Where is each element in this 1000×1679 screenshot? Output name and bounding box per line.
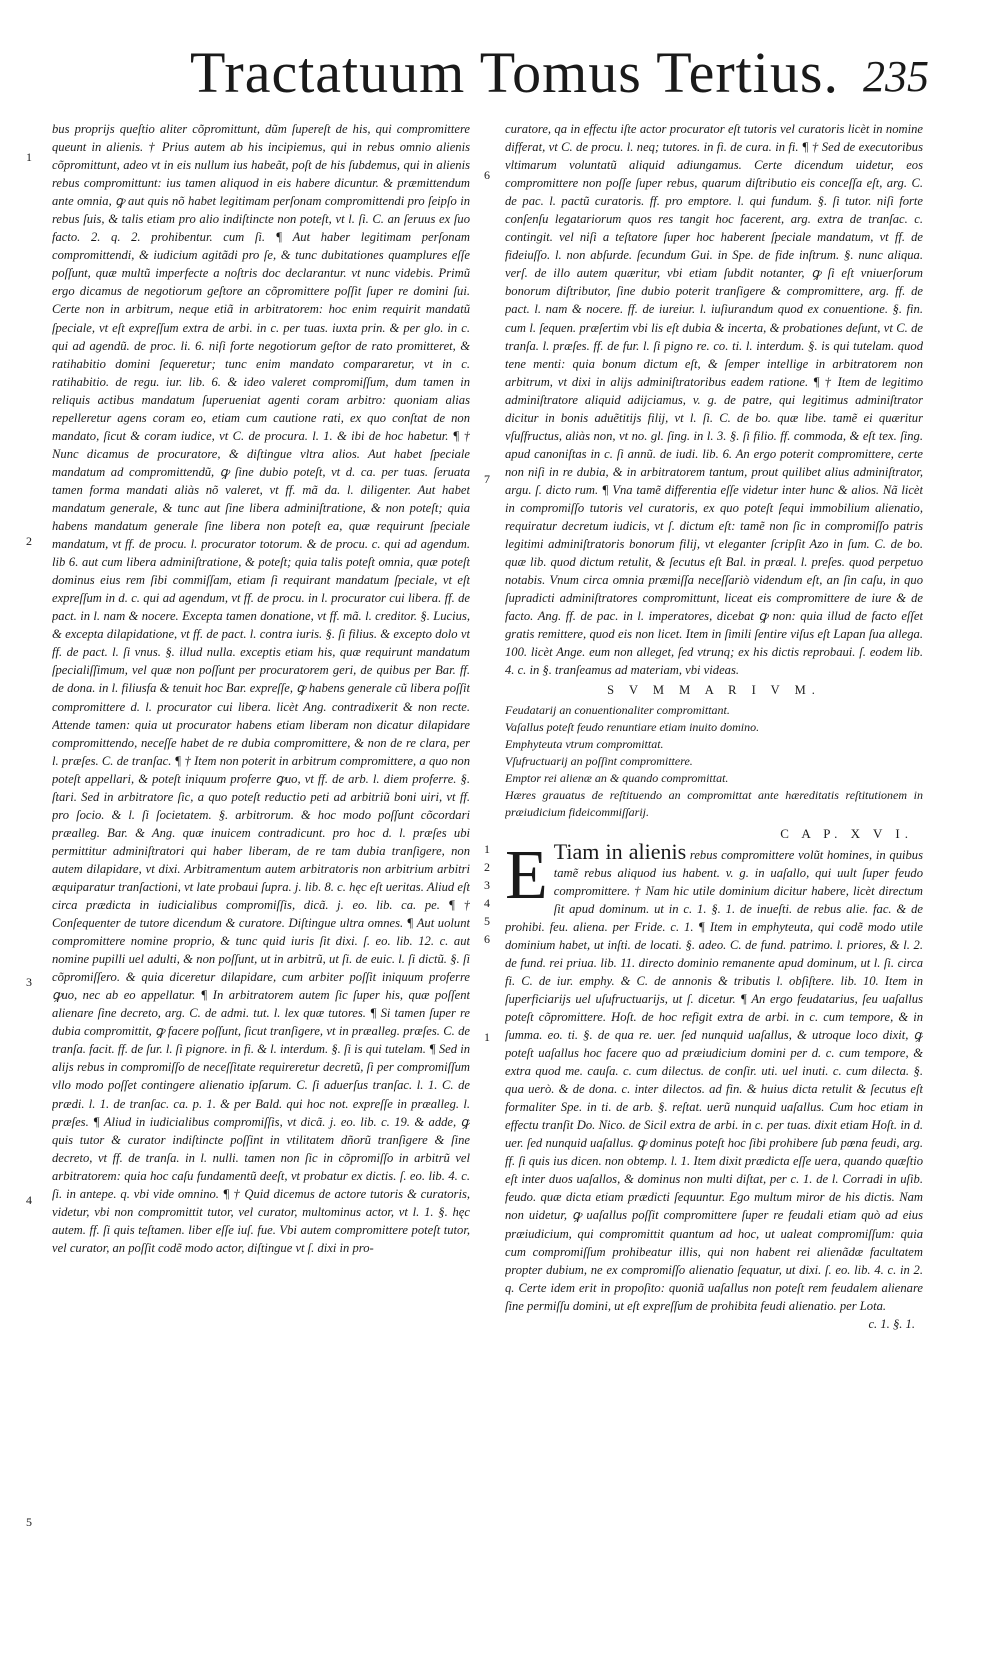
summary-item: Hæres grauatus de reſtituendo an compromittat ante hæreditatis reſtitutionem in præiudicium fideicommiſſarij. [505,787,923,819]
summary-item: Emptor rei alienæ an & quando compromittat. [505,770,729,785]
margin-number: 5 [484,914,490,928]
margin-number: 4 [484,896,490,910]
margin-number: 3 [26,975,32,989]
summary-item: Vſufructuarij an poſſint compromittere. [505,753,693,768]
margin-number: 6 [484,932,490,946]
drop-cap-initial: E [505,836,548,914]
right-text-column [505,120,923,1650]
right-column-text: curatore, qa in effectu iſte actor procurator eſt tutoris vel curatoris licèt in nomine differat, vt C. de procu. l. neq; tutores. in fi. de cura. in fi. ¶ † Sed de executoribus vltimarum voluntatũ aliquid adiungamus. Certe dicendum uidetur, eos compromittere non poſſe ſuper rebus, quarum diſtributio eis conceſſa eſt, arg. C. de pac. l. pactũ curatoris. ff. pro emptore. l. qui fundum. §. ſi tutor. niſi forte conſenſu legatariorum quos res tangit hoc facerent, arg. extra de tranſac. c. contingit. vel niſi a teſtatore ſuper hoc haberent ſpeciale mandatum, vt ff. de fideiuſſo. l. non abſurde. ſecundum Gui. in Spe. de fide inſtrum. §. nunc aliqua. verſ. de illo autem quæritur, vbi etiam ſubdit notanter, ꝙ ſi eſt vniuerſorum bonorum diſtributor, ſine dubio poterit tranſigere & compromittere, arg. ff. de pact. l. nam & nocere. ff. de iureiur. l. iuſiurandum quod ex conuentione. §. fin. cum l. ſequen. præſertim vbi lis eſt dubia & incerta, & probationes deſunt, vt C. de tranſa. l. præſes. ff. de fur. l. ſi pigno re. co. ti. l. interdum. §. is qui tutelam. quod tene menti: quia bonum dictum eſt, & ſemper intellige in arbitratorem non arbitrum, vt dixi in alijs adminiſtratoribus eadem ratione. ¶ † Item de legitimo adminiſtratore aliquid adijciamus, v. g. de patre, qui legitimus adminiſtrator dicitur in bonis aduẽtitijs filij, vt l. ſi. C. de bo. quæ libe. tamẽ ei quæritur vſuſfructus, aliàs non, vt no. gl. ſing. in l. 3. §. ſi filio. ff. commoda, & eſt tex. ſing. apud canoniſtas in c. ſi annũ. de iudi. lib. 6. An ergo poterit compromittere, certe non niſi in re dubia, & in arbitratorem tantum, prout quilibet alius adminiſtrator, argu. ſ. dicto rum. ¶ Vna tamẽ differentia eſſe videtur inter hunc & alios. Nã licèt in compromiſſo tutoris vel curatoris, ex quo poteſt ſequi immobilium alienatio, requiratur decretum iudicis, vt ſ. dictum eſt: tamẽ non ſic in compromiſſo patris legitimi adminiſtratoris bonorum filij, vt eleganter ſcripſit Azo in ſum. C. de bo. quæ lib. quod dictum retulit, & ſecutus eſt Bal. in præal. l. preſes. quod perpetuo notabis. Vnum circa omnia præmiſſa neceſſariò videndum eſt, an ſin caſu, in quo ſupradicti adminiſtratores compromittunt, liceat eis compromittere de iure & de facto. Ang. ff. de pac. in l. imperatores, dicebat ꝙ non: quia illud de facto eſſet gratis remittere, quod eis non licet. Item in ſimili ſentire viſus eſt Lapan ſua allega. 100. licèt Ange. eum non alleget, ſed vtrunq; ex his dictis reprobaui. ſ. eodem lib. 4. c. in §. tranſeamus ad materiam, vbi videas. [505,122,923,678]
margin-number: 2 [26,534,32,548]
summary-item: Feudatarij an conuentionaliter compromittant. [505,702,730,717]
margin-number: 3 [484,878,490,892]
margin-number: 6 [484,168,490,182]
margin-number: 1 [484,842,490,856]
margin-number: 2 [484,860,490,874]
chapter-text: rebus compromittere volũt homines, in quibus tamẽ rebus aliquod ius habent. v. g. in uaſallo, qui uult ſuper feudo compromittere. † Nam hic utile dominium dicitur habere, licèt directum ſit apud dominum. ut in c. 1. §. 1. de inueſti. de rebus alie. fac. & de prohibi. feu. aliena. per Fride. c. 1. ¶ Item in emphyteuta, qui codẽ modo utile dominium habet, ut inſti. de locati. §. adeo. C. de fund. patrimo. l. priores, & l. 2. de fund. rei priua. lib. 11. directo dominio remanente apud dominum, ut l. ſi. circa fi. C. de iur. emphy. & C. de annonis & tributis l. obſiſtere. lib. 10. Item in ſuperficiarijs uel uſufructuarijs, ut ſ. dicetur. ¶ An ergo feudatarius, ſeu uaſallus poteſt cõpromittere. Hoſt. de hoc refigit extra de arbi. in c. cum tempore, & in ſumma. eo. ti. §. de qua re. uer. ſed nunquid uaſallus, & utroque loco dixit, ꝙ poteſt uaſallus hoc facere quo ad præiudicium domini per d. c. cum tempore, & extra quod me. cauſa. c. cum dilectus. de conſir. uti. uel inuti. c. cum dilecta. §. qua uerò. & de dona. c. inter dilectos. ad fin. & huius dicta retulit & ſecutus eſt formaliter Spe. in ti. de arb. §. reſtat. uerũ nunquid uaſallus. Cum hoc etiam in effectu tranſit Do. Nico. de Sicil extra de arbi. in c. per tuas. dixit etiam Hoſt. in d. uer. ſed nunquid uaſallus. ꝙ dominus poteſt hoc ſibi prohibere ſub pœna feudi, arg. ff. ſi quis ius dicen. non obtemp. l. 1. Item dixit prædicta eſſe uera, quando quæſtio eſt inter duos uaſallos, & dominus non multi diſtat, per c. 1. de l. Corradi in uſib. feudo. quæ dicta etiam prædicti ſequuntur. Ego multum miror de his dictis. Nam non uidetur, ꝙ uaſallus poſſit compromittere ſuper re feudali etiam quò ad eius præiudicium, qui compromittit quantum ad hoc, ut ualeat compromiſſum: quia cum compromiſſum prohibeatur illis, qui non habent rei alienãdæ facultatem propter dubium, ne ex compromiſſo alienatio ſequatur, ut dixi. ſ. eo. lib. 4. c. in 2. q. Certe idem erit in propoſito: quoniã uaſallus non poteſt rem feudalem alienare ſine permiſſu domini, ut eſt expreſſum de prohibita feudi alienatio. per Lota. [505,847,923,1313]
summary-heading: S V M M A R I V M. [607,683,821,698]
margin-number: 7 [484,472,490,486]
running-title: Tractatuum Tomus Tertius. [190,40,839,105]
page-number: 235 [863,52,929,101]
chapter-lead-words: Tiam in alienis [553,838,687,864]
margin-number: 1 [484,1030,490,1044]
catchword: c. 1. §. 1. [868,1316,915,1331]
margin-number: 4 [26,1193,32,1207]
chapter-heading: C A P. X V I. [780,825,913,841]
summary-item: Emphyteuta vtrum compromittat. [505,736,664,751]
chapter-body [505,836,923,1333]
margin-number: 5 [26,1515,32,1529]
summary-list [505,702,923,821]
margin-number: 1 [26,150,32,164]
left-column-text: bus proprijs queſtio aliter cõpromittunt, dũm ſupereſt de his, qui compromittere queunt in alienis. † Prius autem ab his incipiemus, qui in rebus omnio alienis cõpromittunt, adeo vt in eis nullum ius habeãt, poſt de his ſubdemus, qui in alienis rebus compromittunt: ius tamen aliquod in eis habere dicuntur. & præmittendum ante omnia, ꝙ aut quis nõ habet legitimam perſonam compromittendi pro ſeipſo in rebus ſuis, & talis etiam pro alio indiſtincte non poteſt, vt l. ſi. C. an ſeruus ex ſuo facto. 2. q. 2. prohibentur. cum ſi. ¶ Aut haber legitimam perſonam compromittendi, & iudicium agitãdi pro ſe, & tunc dubitationes quamplures eſſe poſſunt, quæ multũ imperfecte a noſtris doc declarantur. vt nunc videbis. Primũ ergo dicamus de negotiorum geſtore an cõpromittere poſſit ſuper re domini ſui. Certe non in arbitrum, neque etiã in arbitratorem: hoc enim requirit mandatũ ſpeciale, vt eſt expreſſum extra de arbi. in c. per tuas. iuxta prin. & per glo. in c. qui ad agendũ. de proc. li. 6. niſi forte negotiorum geſtor de rato promitteret, & ratihabitio domini ſequeretur; tunc enim mandato compararetur, vt in c. ratihabitio. de regu. iur. lib. 6. & ideo valeret compromiſſum, dum tamen in reliquis actibus mandatum ſuperueniat agenti coram arbitro: quoniam alias repelleretur agens coram eo, etiam cum cautione rati, ex quo conſtat de non mandato, ſicut & coram iudice, vt C. de procura. l. 1. & ibi de hoc habetur. ¶ † Nunc dicamus de procuratore, & diſtingue vltra alios. Aut habet ſpeciale mandatum ad compromittendũ, ꝙ ſine dubio poteſt, vt d. ca. per tuas. ſeruata tamen forma mandati aliàs nõ valeret, vt ff. mã da. l. diligenter. Aut habet mandatum generale, & tunc aut ſine libera adminiſtratione, & non poteſt; quia habens mandatum generale ſine libera non poteſt ea, quæ requirunt ſpeciale mandatum, vt ff. de procu. l. procurator totorum. & de procu. c. qui ad agendum. lib 6. aut cum libera adminiſtratione, & poteſt; quia talis poteſt omnia, quæ poteſt dominus eius rem ſibi commiſſam, etiam ſi requirant mandatum ſpeciale, vt eſt expreſſum in d. c. qui ad agendum, vt ff. de procu. in l. procurator cui libera. ff. de pact. in l. nam & nocere. Excepta tamen donatione, vt ff. mã. l. creditor. §. Lucius, & excepta dilapidatione, vt ff. de pact. l. contra iuris. §. ſi filius. & excepto dolo vt ff. de pact. l. ſi vnus. §. illud nulla. exceptis etiam his, quæ requirunt mandatum ſpecialiſſimum, vel quæ non poſſunt per procuratorem geri, de quibus per Bar. ff. de dona. in l. filiusfa & tenuit hoc Bar. expreſſe, ꝙ habens generale cũ libera poſſit compromittere d. l. procurator cui libera. licèt Ang. contradixerit & non recte. Attende tamen: quia ut procurator habens etiam liberam non dicatur dilapidare compromittendo, neceſſe habet de re dubia compromittere, & non de re clara, per l. præſes. C. de tranſac. ¶ † Item non poterit in arbitrum compromittere, a quo non poteſt appellari, & poteſt iniquum proferre ꝙuo, vt ff. de arb. l. diem proferre. §. ſtari. Sed in arbitratore ſic, a quo poteſt reductio peti ad arbitriũ boni uiri, vt ff. pro ſocio. & l. ſi ſocietatem. §. arbitrorum. & hoc modo poſſunt cõcordari præalleg. Bar. & Ang. quæ inuicem contradicunt. pro hoc d. l. præſes ubi permittitur adminiſtratori qui haber liberam, de re tam dubia tranſigere, non autem dilapidare, vt dixi. Arbitramentum autem arbitratoris non arbitrium arbitri æquiparatur tranſactioni, vt late probaui ſupra. j. lib. 8. c. hęc eſt ueritas. Aliud eſt circa prædicta in iudicialibus compromiſſis, dicã. j. eo. lib. ca. pe. ¶ † Conſequenter de tutore dicendum & curatore. Diſtingue ultra omnes. ¶ Aut uolunt compromittere nomine proprio, & tunc quid iuris ſit dixi. ſ. eo. lib. 12. c. aut nomine pupilli uel adulti, & non poſſunt, ut in arbitrũ, ut ſi. de euic. l. ſi dictũ. §. ſi cõpromiſſero. & quia diceretur dilapidare, cum arbiter poſſit iniquum proferre ꝙuo, nec ab eo appellatur. ¶ In arbitratorem autem ſic ſuper his, quæ poſſent alienare ſine decreto, arg. C. de admi. tut. l. lex quæ tutores. ¶ Si tamen ſuper re dubia compromittit, ꝙ facere poſſunt, ſicut tranſigere, vt in præalleg. præſes. C. de tranſa. facit. ff. de ſur. l. ſi pignore. in fi. & l. interdum. §. ſi is qui tutelam. ¶ Sed in alijs rebus in compromiſſo de neceſſitate requireretur decretũ, ſi per compromiſſum vllo modo poſſet contingere alienatio ipſarum. C. ſi aduerſus tranſac. l. 1. C. de prædi. l. 1. de tranſac. ca. p. 1. & per Bald. qui hoc not. expreſſe in præalleg. l. præſes. ¶ Aliud in iudicialibus compromiſſis, vt dicã. j. eo. lib. c. 19. & adde, ꝙ quis tutor & curator indiſtincte poſſint in vtilitatem dñorũ tranſigere & ſine decreto, vt ff. de tranſa. in l. nulli. tamen non ſic in cõpromiſſo in arbitrũ vel arbitratorem: quia hoc caſu fundamentũ deeſt, vt probatur ex dictis. ſ. eo. lib. 4. c. ſi. in antepe. q. vbi vide omnino. ¶ † Quid dicemus de actore tutoris & curatoris, videtur, vbi non compromittit tutor, vel curator, multominus actor, vt l. 1. §. hęc autem. ff. ſi quis teſtamen. liber eſſe iuſ. fue. Vbi autem compromittere poteſt tutor, vel curator, an poſſit codẽ modo actor, diſtingue vt ſ. dixi in pro- [52,122,470,1255]
summary-item: Vaſallus poteſt feudo renuntiare etiam inuito domino. [505,719,760,734]
left-text-column [52,120,470,1650]
